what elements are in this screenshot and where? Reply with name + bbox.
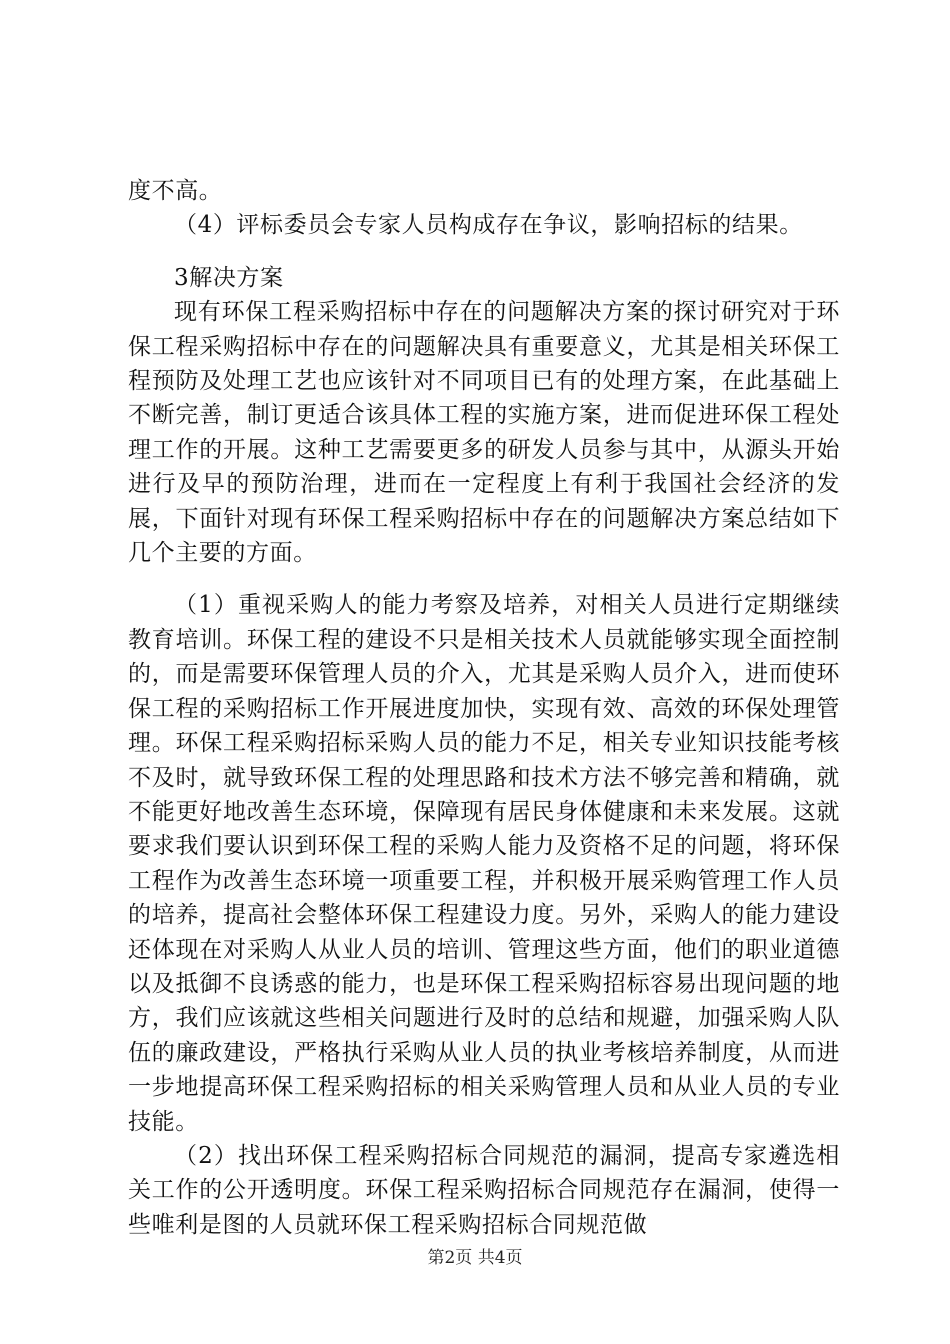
page-footer	[0, 1243, 950, 1268]
paragraph-item-1: （1）重视采购人的能力考察及培养，对相关人员进行定期继续教育培训。环保工程的建设不只是相关技术人员就能够实现全面控制的，而是需要环保管理人员的介入，尤其是采购人员介入，进而使环保工程的采购招标工作开展进度加快，实现有效、高效的环保处理管理。环保工程采购招标采购人员的能力不足，相关专业知识技能考核不及时，就导致环保工程的处理思路和技术方法不够完善和精确，就不能更好地改善生态环境，保障现有居民身体健康和未来发展。这就要求我们要认识到环保工程的采购人能力及资格不足的问题，将环保工程作为改善生态环境一项重要工程，并积极开展采购管理工作人员的培养，提高社会整体环保工程建设力度。另外，采购人的能力建设还体现在对采购人从业人员的培训、管理这些方面，他们的职业道德以及抵御不良诱惑的能力，也是环保工程采购招标容易出现问题的地方，我们应该就这些相关问题进行及时的总结和规避，加强采购人队伍的廉政建设，严格执行采购从业人员的执业考核培养制度，从而进一步地提高环保工程采购招标的相关采购管理人员和从业人员的专业技能。	[128, 592, 840, 1135]
paragraph-item-4: （4）评标委员会专家人员构成存在争议，影响招标的结果。	[174, 212, 803, 239]
section-heading: 3解决方案	[174, 264, 284, 291]
paragraph-gap	[128, 570, 840, 588]
paragraph-gap	[128, 243, 840, 261]
paragraph-continuation: 度不高。	[128, 178, 223, 204]
page-number-label: 第2页 共4页	[427, 1248, 523, 1268]
document-body	[128, 174, 840, 1242]
paragraph-item-2: （2）找出环保工程采购招标合同规范的漏洞，提高专家遴选相关工作的公开透明度。环保工程采购招标合同规范存在漏洞，使得一些唯利是图的人员就环保工程采购招标合同规范做	[128, 1142, 840, 1238]
paragraph-intro: 现有环保工程采购招标中存在的问题解决方案的探讨研究对于环保工程采购招标中存在的问题解决具有重要意义，尤其是相关环保工程预防及处理工艺也应该针对不同项目已有的处理方案，在此基础上不断完善，制订更适合该具体工程的实施方案，进而促进环保工程处理工作的开展。这种工艺需要更多的研发人员参与其中，从源头开始进行及早的预防治理，进而在一定程度上有利于我国社会经济的发展，下面针对现有环保工程采购招标中存在的问题解决方案总结如下几个主要的方面。	[128, 299, 840, 567]
